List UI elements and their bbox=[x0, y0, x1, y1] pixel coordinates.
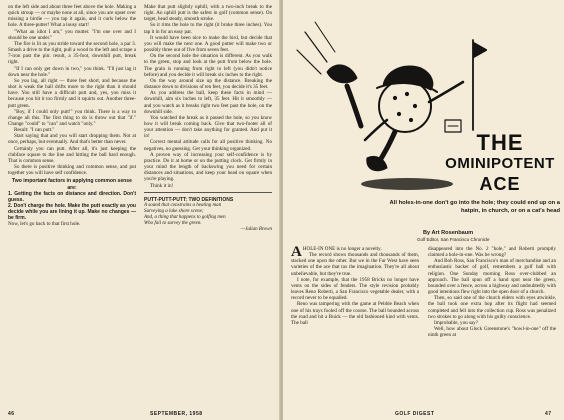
paragraph: The fire is lit as you stride toward the second hole, a par 3. Smash a drive to the right, pull a wood to the left and scrape a 7-iron past the pin: result, a 35-foot, downhill putt, break right. bbox=[8, 40, 136, 66]
paragraph: A proven way of increasing your self-confidence is by practice. Do it at home or on the putting clock. Get firmly in your mind the length of backswing you need for certain distances and situations, and keep your head on square when you're playing. bbox=[144, 151, 272, 183]
paragraph: Correct mental attitude calls for all positive thinking. No negatives, no guessing. Get your thinking organized. bbox=[144, 139, 272, 152]
right-column-1 bbox=[291, 246, 419, 326]
verse-line: And, a thing that happens to golfing men bbox=[144, 214, 226, 220]
paragraph: So it rims the hole to the right (it broke three inches). You tap it in for an easy par. bbox=[144, 22, 272, 35]
issue-date: SEPTEMBER, 1958 bbox=[150, 411, 203, 417]
verse-line: Surveying a lake shore scene; bbox=[144, 208, 204, 214]
paragraph: Now, let's go back to that first hole. bbox=[8, 221, 81, 228]
article-deck: All holes-in-one don't go into the hole; they could end up on a hatpin, in church, or on a cat's head bbox=[389, 200, 560, 215]
paragraph: And Bob Ross, San Francisco's man of merchandise and an enthusiastic backer of golf, remembers a golf ball with religion. One Sunday morning Ross over-clubbed an approach. The ball spun off a hand spot near the green, bounded over a fence, across a highway and undoubtedly with good intentions flew right into the open door of a church. bbox=[428, 258, 556, 296]
drop-cap: A bbox=[291, 244, 302, 260]
author-title: Golf Editor, San Francisco Chronicle bbox=[417, 237, 490, 242]
paragraph: "If I can only get down in two," you think. "I'll just lag it down near the hole." bbox=[8, 65, 136, 78]
paragraph: on the left side and about three feet above the hole. Making a quick stroup — or maybe none at all, since you are upset over missing a birdie — you tap it again, and it curls below the hole. A three-putter! What a lousy start! bbox=[8, 4, 136, 29]
box-title: PUTT-PUTT-PUTT: TWO DEFINITIONS bbox=[144, 196, 234, 203]
page-number-left: 46 bbox=[8, 411, 15, 417]
left-page bbox=[0, 0, 280, 420]
paragraph: I note, for example, that the 1958 Bricks no longer have vents on the sides of fenders. The style revision probably leaves Reno Roberti, a San Francisco vegetable dealer, with a record never to be equalled. bbox=[291, 276, 419, 302]
left-column-2 bbox=[144, 4, 272, 233]
paragraph: disappeared into the No. 2 "hole," and Roberti promptly claimed a hole-in-one. Was he wrong? bbox=[428, 246, 556, 259]
paragraph: So there is positive thinking and common sense, and put together you will have self confidence. bbox=[8, 164, 136, 177]
paragraph: Reno was tampering with the game at Pebble Beach when one of his trays fooled off the course. The ball bounded across the road and hit a Buick — the old fashioned kind with vents. The ball bbox=[291, 301, 419, 326]
tips-intro: Two important factors in applying common sense are: bbox=[12, 178, 132, 191]
paragraph: On the way around size up the distance. Breaking the distance down to divisions of ten feet, you decide it's 35 feet. bbox=[144, 77, 272, 91]
title-the: THE bbox=[476, 130, 524, 155]
divider bbox=[144, 192, 272, 193]
left-column-1 bbox=[8, 4, 136, 227]
right-page bbox=[283, 0, 564, 420]
verse bbox=[144, 203, 272, 227]
paragraph: On the second hole the situation is different. As you walk to the green, stop and look at the putt from below the hole. The grain is running from right to left (you didn't notice before) and you decide it will break six inches to the right. bbox=[144, 53, 272, 78]
paragraph: "What an idiot I am," you mutter. "I'm one over and I should be one under." bbox=[8, 28, 136, 41]
verse-line: A sound that constrains a heating man bbox=[144, 202, 222, 208]
right-column-2 bbox=[428, 246, 556, 338]
paragraph: Then, so said one of the church elders with eyes atwinkle, the ball took one extra hop after its flight had seemed completed and fell into the collection cup. Ross was penalized two strokes to go along with his guilty conscience. bbox=[428, 295, 556, 320]
paragraph: Certainly you can putt. After all, it's just keeping the clubface square to the line and hitting the ball hard enough. That is common sense. bbox=[8, 145, 136, 164]
page-number-right: 47 bbox=[545, 411, 552, 417]
title-main: OMINIPOTENT bbox=[445, 155, 555, 172]
verse-line: Who fail to survey the green. bbox=[144, 220, 202, 226]
author-byline: By Art Rosenbaum bbox=[423, 230, 474, 236]
paragraph: The record shows thousands and thousands of them, stacked one upon the other. But we in the Far West have seen varieties of the ace that tax the imagination. They're all about unbelievable, but they're true. bbox=[291, 252, 419, 277]
tip-item: 1. Getting the facts on distance and direction. Don't guess. bbox=[8, 190, 136, 203]
paragraph: So you lag, all right — three feet short, and because the shot is weak the ball drifts more to the right than it should have. You still have a difficult putt and, yes, you miss it because you hit it too firmly and it squirts out. Another three-putt green. bbox=[8, 77, 136, 109]
tip-item: 2. Don't charge the hole. Make the putt exactly as you decide while you are lining it up. Make no changes — be firm. bbox=[8, 202, 136, 222]
paragraph: Well, how about Glock Greenstone's "bowl-in-one" off the ninth green at bbox=[428, 326, 556, 339]
paragraph: It would have been nice to make the bird, but decide that you will make the next one. A good putter will make two or possibly three out of five from seven feet. bbox=[144, 34, 272, 54]
paragraph: Improbable, you say? bbox=[434, 319, 478, 326]
paragraph: "Boy, if I could only putt!" you think. There is a way to change all this. The first thing to do is throw out that "if." Change "could" to "can" and watch "only." bbox=[8, 108, 136, 127]
paragraph: Make that putt slightly uphill, with a two-inch break to the right. An uphill putt is the safest in golf (common sense). On target, head steady, smooth stroke. bbox=[144, 4, 272, 23]
paragraph: As you address the ball, keep these facts in mind — downhill, aim six inches to left, 35 feet. Hit it smoothly — and you watch as it breaks right two feet past the hole, on the downhill side. bbox=[144, 90, 272, 115]
verse-byline: —Julian Brown bbox=[240, 226, 272, 232]
paragraph: Start saying that and you will start dropping them. Not at once, perhaps, but eventually. And that's better than never. bbox=[8, 133, 136, 146]
magazine-name: GOLF DIGEST bbox=[395, 411, 435, 417]
paragraph: Think it in! bbox=[150, 182, 174, 189]
title-ace: ACE bbox=[479, 174, 521, 194]
paragraph: You watched the break as it passed the hole, so you know how it will break coming back. Give that two-footer all of your attention — don't take anything for granted. And put it in! bbox=[144, 114, 272, 140]
paragraph: Result: "I can putt." bbox=[14, 127, 55, 134]
paragraph-text: HOLE-IN ONE is no longer a novelty. bbox=[302, 246, 382, 252]
